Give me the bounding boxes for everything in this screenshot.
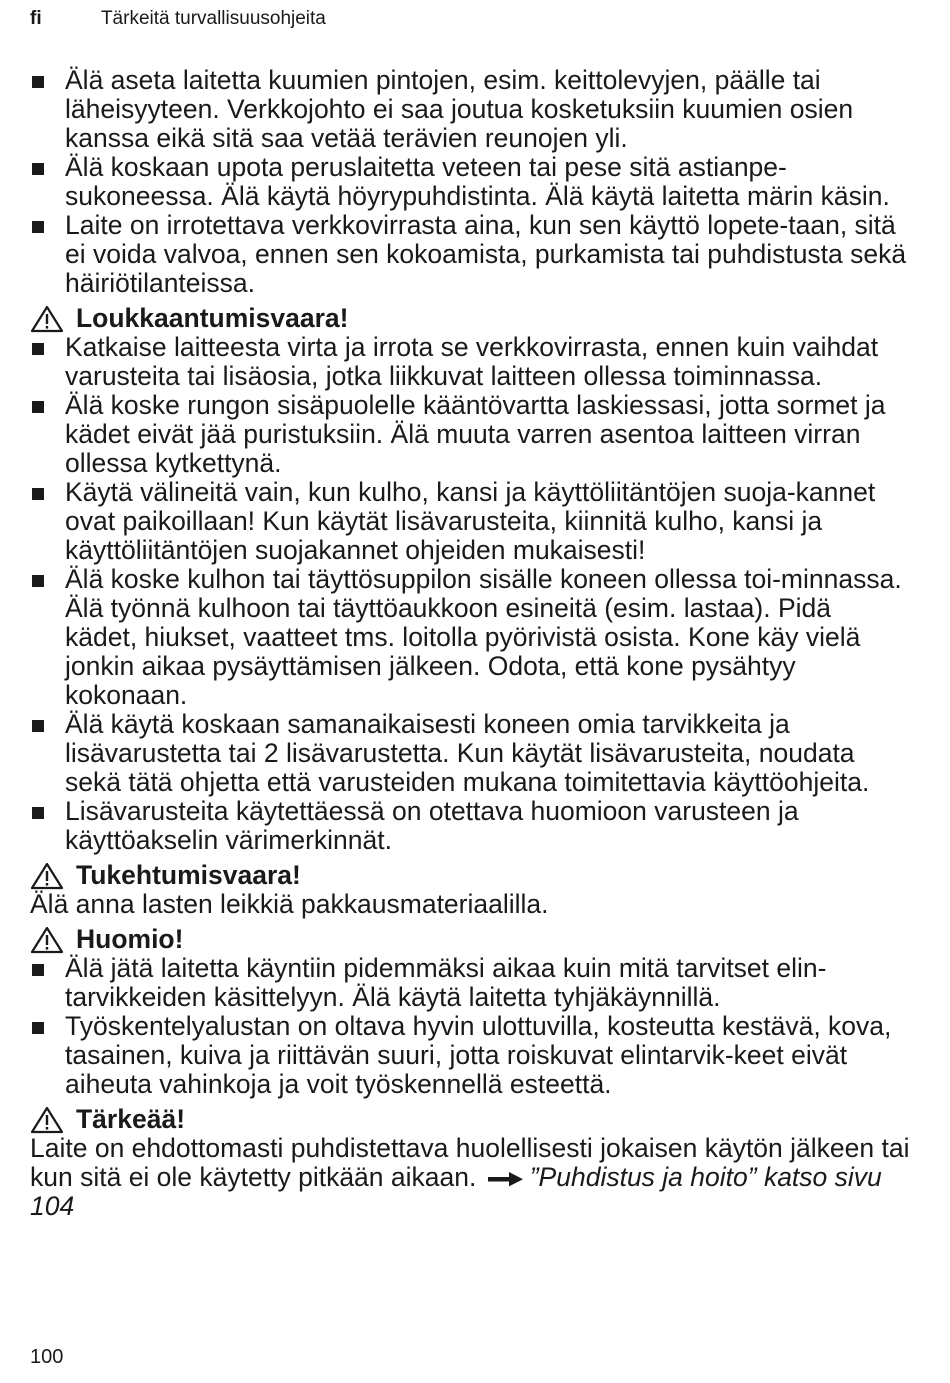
- square-bullet-icon: [32, 720, 44, 732]
- square-bullet-icon: [32, 76, 44, 88]
- square-bullet-icon: [32, 964, 44, 976]
- warning-triangle-icon: [30, 1106, 64, 1134]
- square-bullet-icon: [32, 401, 44, 413]
- list-item-text: Älä koske rungon sisäpuolelle kääntövartta laskiessasi, jotta sormet ja kädet eivät jää puristuksiin. Älä muuta varren asentoa laitteen virran ollessa kytkettynä.: [65, 390, 886, 478]
- warning-triangle-icon: [30, 305, 64, 333]
- list-item: [30, 478, 910, 565]
- suffocation-text: Älä anna lasten leikkiä pakkausmateriaalilla.: [30, 889, 549, 919]
- square-bullet-icon: [32, 575, 44, 587]
- square-bullet-icon: [32, 807, 44, 819]
- injury-warning-heading: [30, 304, 910, 333]
- list-item-text: Älä käytä koskaan samanaikaisesti koneen omia tarvikkeita ja lisävarustetta tai 2 lisävarustetta. Kun käytät lisävarusteita, noudata sekä tätä ohjetta että varusteiden mukana toimitettavia käyttöohjeita.: [65, 709, 870, 797]
- list-item-text: Laite on irrotettava verkkovirrasta aina, kun sen käyttö lopete-taan, sitä ei voida valvoa, ennen sen kokoamista, purkamista tai puhdistusta sekä häiriötilanteissa.: [65, 210, 907, 298]
- document-body: [30, 66, 910, 1221]
- list-item-text: Käytä välineitä vain, kun kulho, kansi ja käyttöliitäntöjen suoja-kannet ovat paikoillaan! Kun käytät lisävarusteita, kiinnitä kulho, kansi ja käyttöliitäntöjen suojakannet ohjeiden mukaisesti!: [65, 477, 876, 565]
- list-item: [30, 153, 910, 211]
- warning-triangle-icon: [30, 926, 64, 954]
- important-text: [30, 1134, 910, 1221]
- suffocation-warning-heading: [30, 861, 910, 890]
- list-item: [30, 333, 910, 391]
- heading-text: Loukkaantumisvaara!: [76, 303, 349, 333]
- square-bullet-icon: [32, 1022, 44, 1034]
- cross-reference-link[interactable]: ”Puhdistus ja hoito” katso sivu 104: [30, 1162, 882, 1221]
- list-item: [30, 391, 910, 478]
- list-item: [30, 954, 910, 1012]
- square-bullet-icon: [32, 221, 44, 233]
- list-item-text: Katkaise laitteesta virta ja irrota se verkkovirrasta, ennen kuin vaihdat varusteita tai lisäosia, jotka liikkuvat laitteen ollessa toiminnassa.: [65, 332, 879, 391]
- list-item: [30, 211, 910, 298]
- header-title: Tärkeitä turvallisuusohjeita: [100, 8, 326, 29]
- page-number: 100: [30, 1346, 64, 1368]
- list-item: [30, 66, 910, 153]
- important-heading: [30, 1105, 910, 1134]
- attention-heading: [30, 925, 910, 954]
- list-item: [30, 565, 910, 710]
- square-bullet-icon: [32, 488, 44, 500]
- square-bullet-icon: [32, 343, 44, 355]
- list-item: [30, 797, 910, 855]
- list-item-text: Älä koske kulhon tai täyttösuppilon sisälle koneen ollessa toi-minnassa. Älä työnnä kulhoon tai täyttöaukkoon esineitä (esim. lastaa). Pidä kädet, hiukset, vaatteet tms. loitolla pyörivistä osista. Kone käy vielä jonkin aikaa pysäyttämisen jälkeen. Odota, että kone pysähtyy kokonaan.: [65, 564, 902, 710]
- list-item: [30, 710, 910, 797]
- heading-text: Tärkeää!: [76, 1104, 186, 1134]
- list-item-text: Älä koskaan upota peruslaitetta veteen tai pese sitä astianpe-sukoneessa. Älä käytä höyrypuhdistinta. Älä käytä laitetta märin käsin.: [65, 152, 890, 211]
- list-item-text: Älä aseta laitetta kuumien pintojen, esim. keittolevyjen, päälle tai läheisyyteen. Verkkojohto ei saa joutua kosketuksiin kuumien osien kanssa eikä sitä saa vetää terävien reunojen yli.: [65, 65, 854, 153]
- warning-triangle-icon: [30, 862, 64, 890]
- important-body: Laite on ehdottomasti puhdistettava huolellisesti jokaisen käytön jälkeen tai kun sitä ei ole käytetty pitkään aikaan.: [30, 1133, 910, 1192]
- list-item-text: Työskentelyalustan on oltava hyvin ulottuvilla, kosteutta kestävä, kova, tasainen, kuiva ja riittävän suuri, jotta roiskuvat elintarvik-keet eivät aiheuta vahinkoja ja voit työskennellä esteettä.: [65, 1011, 892, 1099]
- heading-text: Tukehtumisvaara!: [76, 860, 301, 890]
- page-header: [30, 8, 326, 30]
- arrow-right-icon: [488, 1171, 524, 1187]
- language-code: fi: [30, 8, 42, 29]
- list-item-text: Älä jätä laitetta käyntiin pidemmäksi aikaa kuin mitä tarvitset elin-tarvikkeiden käsittelyyn. Älä käytä laitetta tyhjäkäynnillä.: [65, 953, 827, 1012]
- list-item: [30, 1012, 910, 1099]
- heading-text: Huomio!: [76, 924, 184, 954]
- square-bullet-icon: [32, 163, 44, 175]
- list-item-text: Lisävarusteita käytettäessä on otettava huomioon varusteen ja käyttöakselin värimerkinnät.: [65, 796, 799, 855]
